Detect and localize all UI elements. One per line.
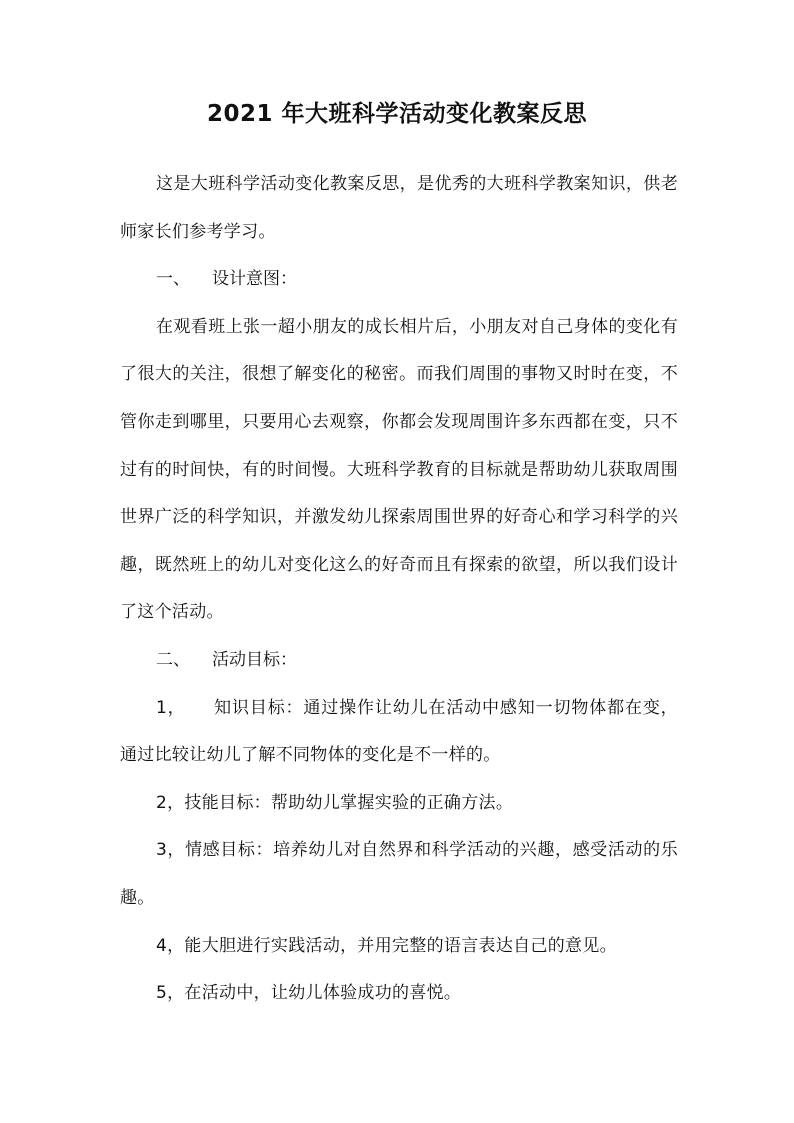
document-body — [120, 161, 678, 1018]
page-title: 2021 年大班科学活动变化教案反思 — [206, 101, 588, 127]
goal-item-4 — [120, 923, 678, 971]
design-intent-paragraph: 在观看班上张一超小朋友的成长相片后，小朋友对自己身体的变化有了很大的关注，很想了解变化的秘密。而我们周围的事物又时时在变，不管你走到哪里，只要用心去观察，你都会发现周围许多东西都在变，只不过有的时间快，有的时间慢。大班科学教育的目标就是帮助幼儿获取周围世界广泛的科学知识，并激发幼儿探索周围世界的好奇心和学习科学的兴趣，既然班上的幼儿对变化这么的好奇而且有探索的欲望，所以我们设计了这个活动。 — [120, 316, 678, 623]
goal-number: 3， — [156, 840, 186, 861]
goal-item-1 — [120, 685, 678, 780]
intro-paragraph: 这是大班科学活动变化教案反思，是优秀的大班科学教案知识，供老师家长们参考学习。 — [120, 174, 678, 242]
goal-text: 技能目标：帮助幼儿掌握实验的正确方法。 — [184, 792, 514, 813]
section-heading-text: 设计意图： — [212, 269, 297, 290]
goal-text: 能大胆进行实践活动，并用完整的语言表达自己的意见。 — [184, 935, 617, 956]
goal-number: 2， — [156, 792, 185, 813]
goal-number: 4， — [156, 935, 185, 956]
goal-item-2 — [120, 780, 678, 828]
goal-item-5 — [120, 970, 678, 1018]
section-number: 一、 — [156, 269, 190, 290]
goal-text: 在活动中，让幼儿体验成功的喜悦。 — [184, 983, 462, 1004]
goal-text: 情感目标：培养幼儿对自然界和科学活动的兴趣，感受活动的乐趣。 — [120, 840, 679, 908]
section-heading-text: 活动目标： — [212, 649, 297, 670]
goal-item-3 — [120, 827, 678, 922]
section-number: 二、 — [156, 649, 190, 670]
section-heading-activity-goals — [120, 637, 678, 685]
section-heading-design-intent — [120, 256, 678, 304]
goal-text: 知识目标：通过操作让幼儿在活动中感知一切物体都在变，通过比较让幼儿了解不同物体的变化是不一样的。 — [120, 697, 678, 766]
goal-number: 5， — [156, 983, 185, 1004]
goal-number: 1， — [156, 697, 186, 718]
